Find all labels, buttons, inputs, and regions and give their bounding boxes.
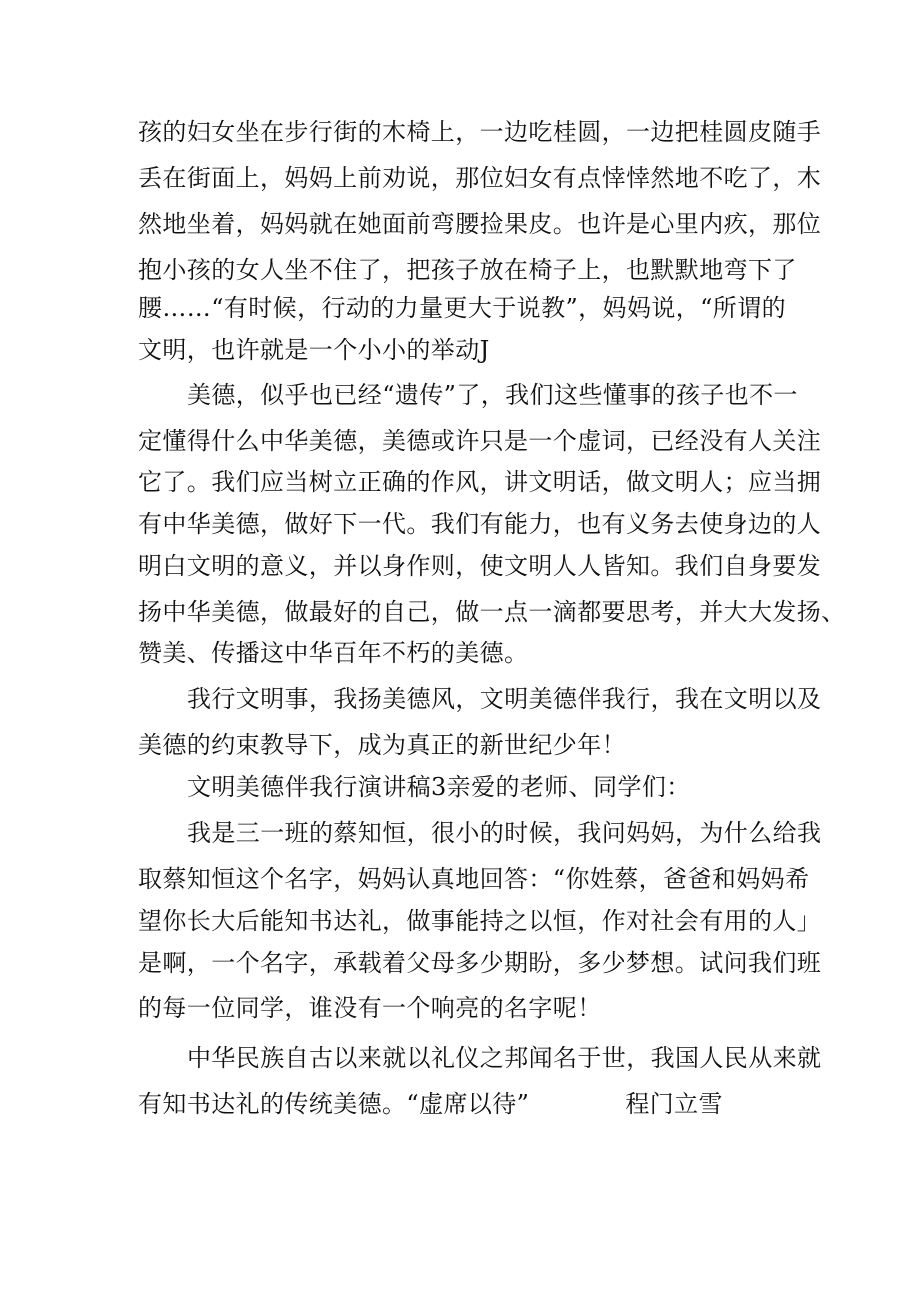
text-fragment: 程门立雪 bbox=[625, 1090, 723, 1118]
text-line: 取蔡知恒这个名字，妈妈认真地回答：“你姓蔡，爸爸和妈妈希 bbox=[138, 865, 810, 893]
text-line: 美德的约束教导下，成为真正的新世纪少年！ bbox=[138, 731, 626, 759]
text-line: 它了。我们应当树立正确的作风，讲文明话，做文明人；应当拥 bbox=[138, 468, 822, 496]
text-line: 腰……“有时候，行动的力量更大于说教”，妈妈说，“所谓的 bbox=[138, 294, 787, 322]
text-line bbox=[138, 1089, 723, 1119]
text-line: 定懂得什么中华美德，美德或许只是一个虚词，已经没有人关注 bbox=[138, 427, 822, 455]
text-line: 抱小孩的女人坐不住了，把孩子放在椅子上，也默默地弯下了 bbox=[138, 256, 797, 284]
text-line: 美德，似乎也已经“遗传”了，我们这些懂事的孩子也不一 bbox=[187, 381, 798, 409]
text-fragment: 有知书达礼的传统美德。“虚席以待” bbox=[138, 1090, 530, 1118]
text-line: 我是三一班的蔡知恒，很小的时候，我问妈妈，为什么给我 bbox=[187, 819, 822, 847]
text-line: 文明，也许就是一个小小的举动J bbox=[138, 336, 490, 364]
text-line: 我行文明事，我扬美德风，文明美德伴我行，我在文明以及 bbox=[187, 685, 822, 713]
text-line: 扬中华美德，做最好的自己，做一点一滴都要思考，并大大发扬、 bbox=[138, 598, 846, 626]
text-line: 的每一位同学，谁没有一个响亮的名字呢！ bbox=[138, 994, 602, 1022]
text-line: 赞美、传播这中华百年不朽的美德。 bbox=[138, 639, 529, 667]
text-line: 丢在街面上，妈妈上前劝说，那位妇女有点悻悻然地不吃了，木 bbox=[138, 164, 822, 192]
text-line: 有中华美德，做好下一代。我们有能力，也有义务去使身边的人 bbox=[138, 510, 822, 538]
text-line: 中华民族自古以来就以礼仪之邦闻名于世，我国人民从来就 bbox=[187, 1044, 822, 1072]
text-line: 孩的妇女坐在步行街的木椅上，一边吃桂圆，一边把桂圆皮随手 bbox=[138, 118, 822, 146]
text-line: 是啊，一个名字，承载着父母多少期盼，多少梦想。试问我们班 bbox=[138, 949, 822, 977]
text-line: 然地坐着，妈妈就在她面前弯腰捡果皮。也许是心里内疚，那位 bbox=[138, 210, 822, 238]
text-line: 文明美德伴我行演讲稿3亲爱的老师、同学们： bbox=[187, 773, 691, 801]
text-line: 望你长大后能知书达礼，做事能持之以恒，作对社会有用的人」 bbox=[138, 907, 822, 935]
text-line: 明白文明的意义，并以身作则，使文明人人皆知。我们自身要发 bbox=[138, 552, 822, 580]
